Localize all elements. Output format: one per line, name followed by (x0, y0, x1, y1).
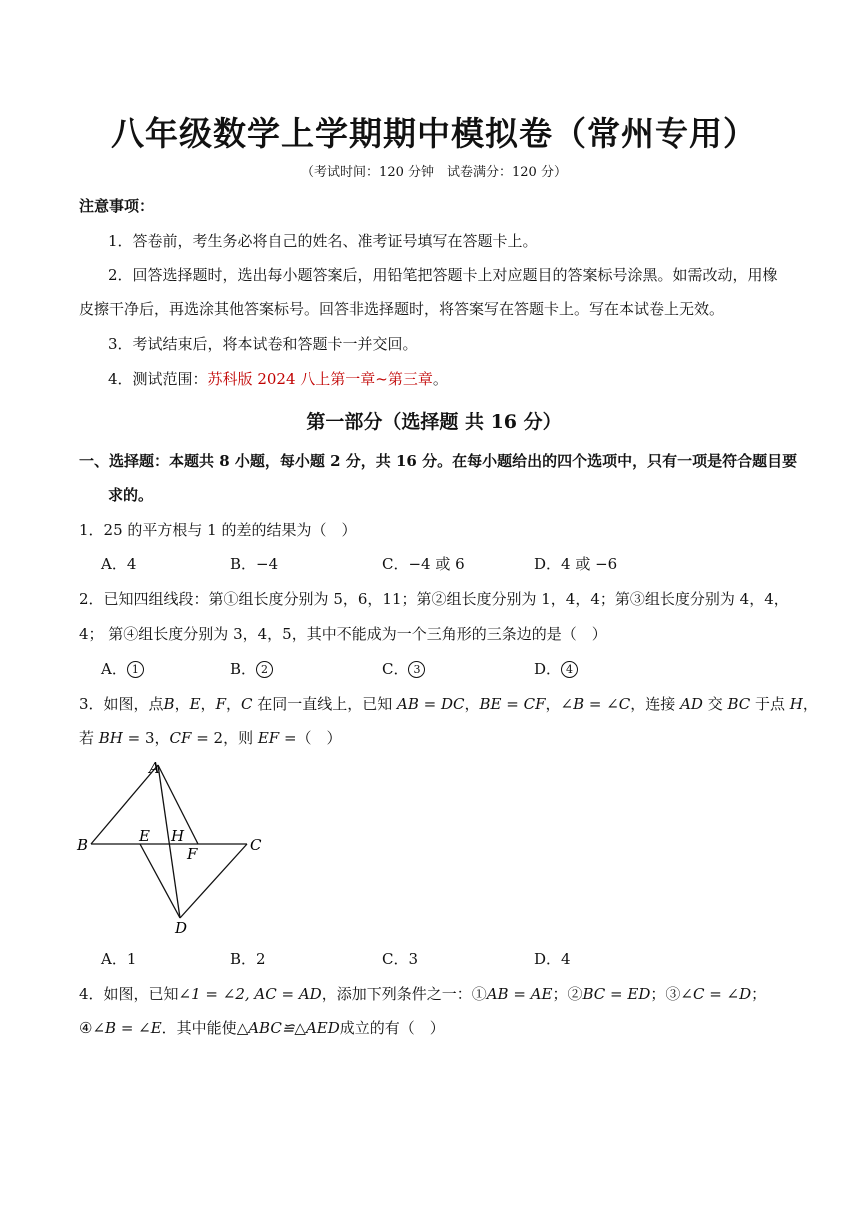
math: C (241, 695, 253, 713)
math: ∠C = ∠D (680, 985, 752, 1003)
math: B (163, 695, 175, 713)
circled-number: 1 (127, 661, 144, 678)
math: ∠C (606, 695, 631, 713)
question-1-stem: 1．25 的平方根与 1 的差的结果为（ ） (79, 521, 357, 539)
text: 3．如图，点 (79, 695, 164, 713)
math: ∠B = ∠E (92, 1019, 162, 1037)
label-b: B (77, 836, 89, 854)
q3-option-c: C．3 (382, 950, 419, 968)
question-3-line2 (79, 728, 342, 748)
math: ∠B (560, 695, 585, 713)
q1-option-b: B．−4 (230, 555, 279, 573)
q2-option-b (230, 659, 273, 679)
question-2-line1: 2．已知四组线段：第①组长度分别为 5，6，11；第②组长度分别为 1，4，4；第③组长度分别为 4，4， (79, 590, 789, 608)
text: ，连接 (630, 695, 681, 713)
math: CF (523, 695, 546, 713)
math: BE (479, 695, 502, 713)
circled-number: 4 (561, 661, 578, 678)
notes-heading: 注意事项： (79, 197, 155, 215)
math: BC = ED (582, 985, 651, 1003)
question-4-line1 (79, 984, 766, 1004)
text: ， (200, 695, 216, 713)
note-item-1: 1．答卷前，考生务必将自己的姓名、准考证号填写在答题卡上。 (108, 232, 538, 250)
q2-option-b-label: B． (230, 660, 257, 678)
text: = (418, 695, 441, 713)
section-instructions-line2: 求的。 (108, 486, 154, 504)
math: H (789, 695, 803, 713)
circled-number: ① (471, 985, 487, 1003)
text: ，添加下列条件之一： (321, 985, 472, 1003)
circled-number: 3 (408, 661, 425, 678)
math: F (215, 695, 226, 713)
text: = 2，则 (191, 729, 258, 747)
label-c: C (250, 836, 262, 854)
circled-number: ② (567, 985, 583, 1003)
exam-title: 八年级数学上学期期中模拟卷（常州专用） (111, 114, 757, 153)
note-item-4-suffix: 。 (432, 370, 448, 388)
label-a: A (149, 759, 160, 777)
label-f: F (187, 845, 198, 863)
test-range: 苏科版 2024 八上第一章~第三章 (207, 370, 433, 388)
math: EF (257, 729, 280, 747)
math: CF (169, 729, 192, 747)
text: =（ ） (279, 729, 342, 747)
q2-option-d (534, 659, 578, 679)
math: AD (680, 695, 703, 713)
label-d: D (175, 919, 188, 937)
math: BH (98, 729, 123, 747)
question-3-line1 (79, 694, 818, 714)
text: 交 (702, 695, 728, 713)
q2-option-d-label: D． (534, 660, 562, 678)
q2-option-c-label: C． (382, 660, 409, 678)
question-2-line2: 4； 第④组长度分别为 3，4，5，其中不能成为一个三角形的三条边的是（ ） (79, 625, 607, 643)
text: = (501, 695, 524, 713)
note-item-3: 3．考试结束后，将本试卷和答题卡一并交回。 (108, 335, 418, 353)
q2-option-a (101, 659, 144, 679)
math: DC (441, 695, 465, 713)
text: ， (464, 695, 480, 713)
text: 于点 (750, 695, 790, 713)
math: E (189, 695, 201, 713)
section-instructions-line1: 一、选择题：本题共 8 小题，每小题 2 分，共 16 分。在每小题给出的四个选项中，只有一项是符合题目要 (79, 452, 798, 470)
label-e: E (139, 827, 150, 845)
text: ， (174, 695, 190, 713)
q3-option-d: D．4 (534, 950, 571, 968)
q2-option-a-label: A． (101, 660, 127, 678)
circled-number: ④ (79, 1019, 93, 1037)
text: ， (225, 695, 241, 713)
text: = 3， (122, 729, 170, 747)
q3-option-b: B．2 (230, 950, 266, 968)
math: △ABC≌△AED (236, 1019, 340, 1037)
text: 4．如图，已知 (79, 985, 179, 1003)
text: ； (650, 985, 666, 1003)
circled-number: 2 (256, 661, 273, 678)
q3-option-a: A．1 (101, 950, 137, 968)
section-title: 第一部分（选择题 共 16 分） (306, 411, 562, 433)
text: ； (552, 985, 568, 1003)
text: = (584, 695, 607, 713)
q1-option-a: A．4 (101, 555, 137, 573)
text: ； (751, 985, 767, 1003)
text: ， (802, 695, 818, 713)
circled-number: ③ (665, 985, 681, 1003)
math: AB = AE (486, 985, 553, 1003)
math: ∠1 = ∠2, AC = AD (178, 985, 322, 1003)
note-item-2-line1: 2．回答选择题时，选出每小题答案后，用铅笔把答题卡上对应题目的答案标号涂黑。如需改动，用橡 (108, 266, 778, 284)
note-item-2-line2: 皮擦干净后，再选涂其他答案标号。回答非选择题时，将答案写在答题卡上。写在本试卷上无效。 (79, 300, 725, 318)
text: ．其中能使 (161, 1019, 237, 1037)
text: 若 (79, 729, 99, 747)
label-h: H (171, 827, 185, 845)
q1-option-d: D．4 或 −6 (534, 555, 618, 573)
segment-de (140, 844, 180, 918)
text: ， (545, 695, 561, 713)
text: 成立的有（ ） (339, 1019, 445, 1037)
q1-option-c: C．−4 或 6 (382, 555, 465, 573)
q2-option-c (382, 659, 425, 679)
question-4-line2 (79, 1018, 445, 1038)
exam-subtitle: （考试时间：120 分钟 试卷满分：120 分） (301, 165, 567, 180)
note-item-4-prefix: 4．测试范围： (108, 370, 208, 388)
text: 在同一直线上，已知 (252, 695, 398, 713)
math: BC (727, 695, 751, 713)
question-3-figure (70, 755, 280, 940)
math: AB (397, 695, 419, 713)
note-item-4 (108, 369, 448, 389)
